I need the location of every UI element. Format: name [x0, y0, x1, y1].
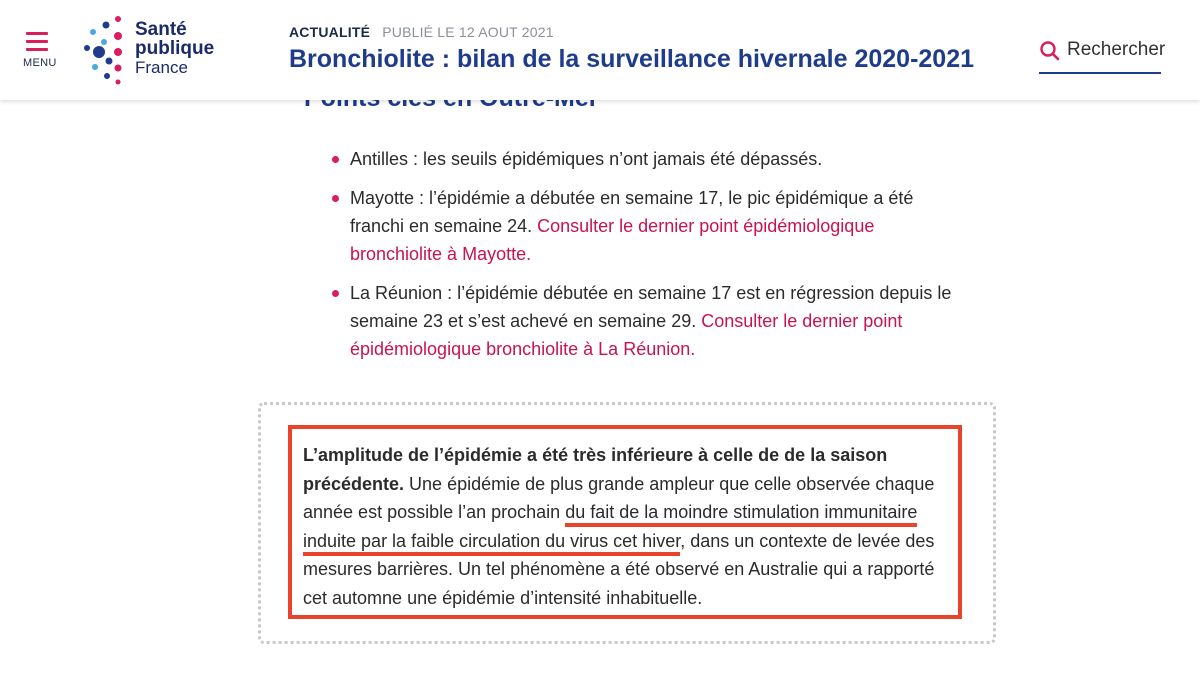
- callout-text-2: , dans un contexte de levée des mesures barrières. Un tel phénomène a été observé en Australie qui a rapporté cet automne une épidémie d’intensité inhabituelle.: [303, 530, 935, 608]
- list-item: [330, 184, 960, 268]
- search-label: Rechercher: [1067, 39, 1166, 60]
- bullet-dot-icon: [332, 195, 339, 202]
- callout-bold-lead: L’amplitude de l’épidémie a été très inférieure à celle de de la saison précédente.: [303, 445, 888, 494]
- bullet-text: Mayotte : l’épidémie a débutée en semaine 17, le pic épidémique a été franchi en semaine 24.: [350, 188, 914, 236]
- search-button[interactable]: [1039, 38, 1166, 74]
- bullet-dot-icon: [332, 290, 339, 297]
- logo-dots-icon: [80, 14, 132, 86]
- reunion-report-link[interactable]: Consulter le dernier point épidémiologique bronchiolite à La Réunion.: [350, 311, 903, 359]
- logo-line-3: France: [135, 58, 188, 77]
- menu-button[interactable]: [18, 28, 60, 74]
- callout-underlined-text: du fait de la moindre stimulation immunitaire induite par la faible circulation du virus cet hiver: [303, 502, 917, 556]
- search-icon: [1039, 40, 1061, 62]
- mayotte-report-link[interactable]: Consulter le dernier point épidémiologique bronchiolite à Mayotte.: [350, 216, 875, 264]
- logo-line-2: publique: [135, 38, 215, 59]
- article-category: ACTUALITÉ: [289, 24, 371, 40]
- article-meta: [289, 24, 554, 40]
- page-title: Bronchiolite : bilan de la surveillance hivernale 2020-2021: [289, 45, 975, 73]
- callout-text-1: Une épidémie de plus grande ampleur que celle observée chaque année est possible l’an prochain: [303, 473, 935, 522]
- key-points-list: [330, 145, 960, 374]
- bullet-text: La Réunion : l’épidémie débutée en semaine 17 est en régression depuis le semaine 23 et s’est achevé en semaine 29.: [350, 283, 952, 331]
- menu-label: MENU: [23, 57, 57, 69]
- sante-publique-france-logo[interactable]: [80, 14, 220, 86]
- publish-date: PUBLIÉ LE 12 AOUT 2021: [382, 24, 554, 40]
- bullet-text: Antilles : les seuils épidémiques n’ont jamais été dépassés.: [350, 149, 823, 169]
- hamburger-icon[interactable]: [26, 32, 48, 56]
- logo-wordmark: [135, 20, 214, 77]
- callout-paragraph: [303, 441, 953, 612]
- bullet-dot-icon: [332, 156, 339, 163]
- site-header: [0, 0, 1200, 100]
- logo-line-1: Santé: [135, 19, 187, 40]
- list-item: [330, 145, 960, 173]
- list-item: [330, 279, 960, 363]
- search-underline: [1039, 72, 1161, 74]
